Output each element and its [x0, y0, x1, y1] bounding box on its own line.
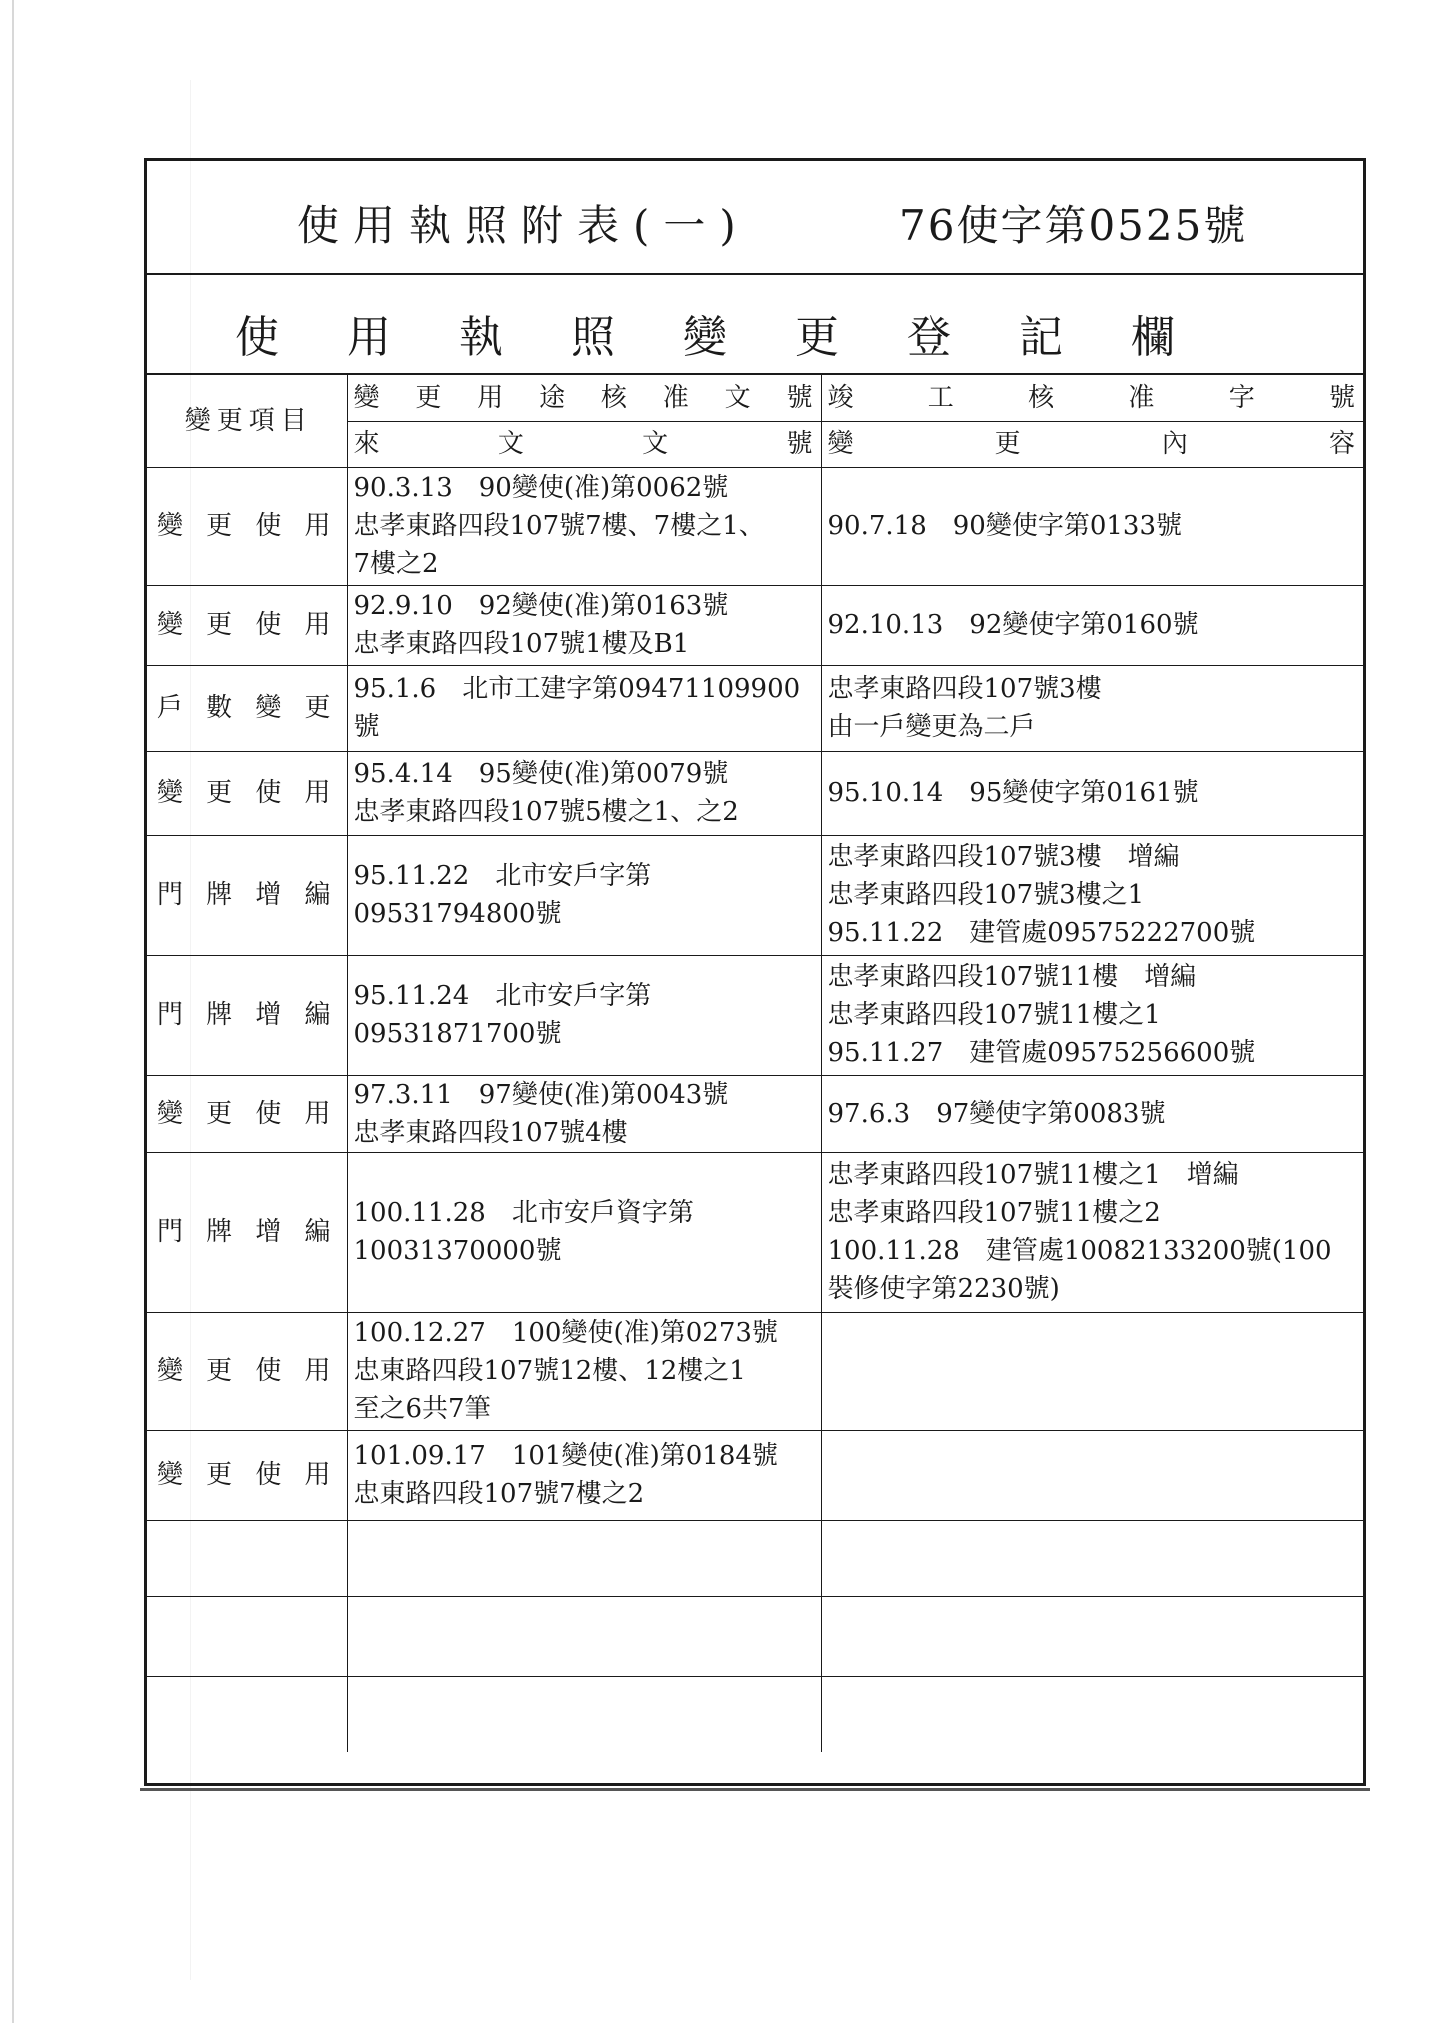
- completion-content-cell: [821, 1075, 1363, 1152]
- header-completion-number: 竣工核准字號: [821, 375, 1363, 421]
- table-row: [147, 467, 1363, 585]
- cell-line: 09531871700號: [353, 1019, 562, 1049]
- cell-line: 裝修使字第2230號): [827, 1274, 1060, 1304]
- approval-doc-cell: [347, 751, 821, 835]
- cell-line: 95.10.14 95變使字第0161號: [827, 778, 1199, 808]
- cell-line: 100.12.27 100變使(准)第0273號: [353, 1318, 778, 1348]
- license-number: 76使字第0525號: [899, 201, 1248, 250]
- completion-content-cell: [821, 1312, 1363, 1430]
- cell-line: 92.10.13 92變使字第0160號: [827, 610, 1199, 640]
- approval-doc-cell: [347, 1430, 821, 1520]
- approval-doc-cell: [347, 665, 821, 751]
- cell-line: 忠孝東路四段107號7樓、7樓之1、: [353, 511, 765, 541]
- table-row: [147, 1596, 1363, 1676]
- table-row: [147, 955, 1363, 1075]
- scan-edge: [12, 0, 14, 2023]
- title-row: [147, 161, 1363, 275]
- change-item-cell: 變更使用: [147, 585, 347, 665]
- table-row: [147, 1676, 1363, 1752]
- completion-content-cell: [821, 1430, 1363, 1520]
- subtitle-row: [147, 275, 1363, 375]
- cell-line: 09531794800號: [353, 899, 562, 929]
- table-row: [147, 1152, 1363, 1312]
- change-item-cell: 變更使用: [147, 1312, 347, 1430]
- cell-line: 忠孝東路四段107號11樓之2: [827, 1198, 1161, 1228]
- header-approval-doc: 變更用途核准文號: [347, 375, 821, 421]
- cell-line: 95.11.24 北市安戶字第: [353, 981, 652, 1011]
- completion-content-cell: [821, 835, 1363, 955]
- approval-doc-cell: [347, 1596, 821, 1676]
- completion-content-cell: [821, 1676, 1363, 1752]
- header-change-content: 變更內容: [821, 421, 1363, 467]
- table-row: [147, 835, 1363, 955]
- cell-line: 忠孝東路四段107號5樓之1、之2: [353, 797, 739, 827]
- approval-doc-cell: [347, 835, 821, 955]
- document-frame: [144, 158, 1366, 1786]
- cell-line: 97.6.3 97變使字第0083號: [827, 1098, 1166, 1129]
- cell-line: 忠孝東路四段107號4樓: [353, 1117, 628, 1148]
- approval-doc-cell: [347, 1152, 821, 1312]
- change-item-cell: 門牌增編: [147, 835, 347, 955]
- approval-doc-cell: [347, 955, 821, 1075]
- cell-line: 10031370000號: [353, 1236, 562, 1266]
- cell-line: 92.9.10 92變使(准)第0163號: [353, 591, 729, 621]
- cell-line: 忠東路四段107號7樓之2: [353, 1479, 645, 1509]
- cell-line: 忠孝東路四段107號3樓 增編: [827, 842, 1180, 872]
- table-row: [147, 1520, 1363, 1596]
- completion-content-cell: [821, 467, 1363, 585]
- change-item-cell: 變更使用: [147, 1430, 347, 1520]
- cell-line: 95.4.14 95變使(准)第0079號: [353, 759, 729, 789]
- change-item-cell: [147, 1596, 347, 1676]
- change-item-cell: 變更使用: [147, 467, 347, 585]
- cell-line: 號: [353, 712, 380, 742]
- cell-line: 95.1.6 北市工建字第09471109900: [353, 674, 801, 704]
- cell-line: 忠東路四段107號12樓、12樓之1: [353, 1356, 746, 1386]
- completion-content-cell: [821, 585, 1363, 665]
- cell-line: 忠孝東路四段107號11樓之1 增編: [827, 1160, 1239, 1190]
- frame-shadow: [140, 1788, 1370, 1791]
- change-item-cell: 門牌增編: [147, 1152, 347, 1312]
- approval-doc-cell: [347, 1075, 821, 1152]
- cell-line: 90.7.18 90變使字第0133號: [827, 511, 1182, 541]
- header-item: 變更項目: [147, 375, 347, 467]
- change-item-cell: [147, 1520, 347, 1596]
- completion-content-cell: [821, 955, 1363, 1075]
- cell-line: 95.11.27 建管處09575256600號: [827, 1038, 1256, 1068]
- cell-line: 忠孝東路四段107號3樓: [827, 674, 1102, 704]
- cell-line: 忠孝東路四段107號3樓之1: [827, 880, 1145, 910]
- cell-line: 由一戶變更為二戶: [827, 712, 1036, 742]
- document-title: 使用執照附表(一): [297, 201, 750, 250]
- approval-doc-cell: [347, 1676, 821, 1752]
- table-row: [147, 1075, 1363, 1152]
- completion-content-cell: [821, 1520, 1363, 1596]
- completion-content-cell: [821, 1596, 1363, 1676]
- cell-line: 97.3.11 97變使(准)第0043號: [353, 1079, 729, 1110]
- change-registry-table: [147, 375, 1363, 1752]
- change-item-cell: 戶數變更: [147, 665, 347, 751]
- completion-content-cell: [821, 751, 1363, 835]
- approval-doc-cell: [347, 467, 821, 585]
- table-row: [147, 585, 1363, 665]
- cell-line: 100.11.28 北市安戶資字第: [353, 1198, 694, 1228]
- completion-content-cell: [821, 1152, 1363, 1312]
- change-item-cell: [147, 1676, 347, 1752]
- cell-line: 忠孝東路四段107號1樓及B1: [353, 629, 690, 659]
- change-item-cell: 變更使用: [147, 751, 347, 835]
- table-header-row-top: [147, 375, 1363, 421]
- cell-line: 101.09.17 101變使(准)第0184號: [353, 1441, 778, 1471]
- cell-line: 100.11.28 建管處10082133200號(100: [827, 1236, 1332, 1266]
- document-subtitle: 使用執照變更登記欄: [235, 312, 1243, 363]
- cell-line: 95.11.22 北市安戶字第: [353, 861, 652, 891]
- change-item-cell: 變更使用: [147, 1075, 347, 1152]
- approval-doc-cell: [347, 1312, 821, 1430]
- completion-content-cell: [821, 665, 1363, 751]
- cell-line: 至之6共7筆: [353, 1394, 491, 1424]
- change-item-cell: 門牌增編: [147, 955, 347, 1075]
- header-incoming-doc: 來文文號: [347, 421, 821, 467]
- table-row: [147, 1430, 1363, 1520]
- table-row: [147, 665, 1363, 751]
- cell-line: 忠孝東路四段107號11樓之1: [827, 1000, 1161, 1030]
- cell-line: 7樓之2: [353, 549, 439, 579]
- approval-doc-cell: [347, 1520, 821, 1596]
- cell-line: 90.3.13 90變使(准)第0062號: [353, 473, 729, 503]
- cell-line: 95.11.22 建管處09575222700號: [827, 918, 1256, 948]
- cell-line: 忠孝東路四段107號11樓 增編: [827, 962, 1197, 992]
- table-row: [147, 751, 1363, 835]
- approval-doc-cell: [347, 585, 821, 665]
- table-row: [147, 1312, 1363, 1430]
